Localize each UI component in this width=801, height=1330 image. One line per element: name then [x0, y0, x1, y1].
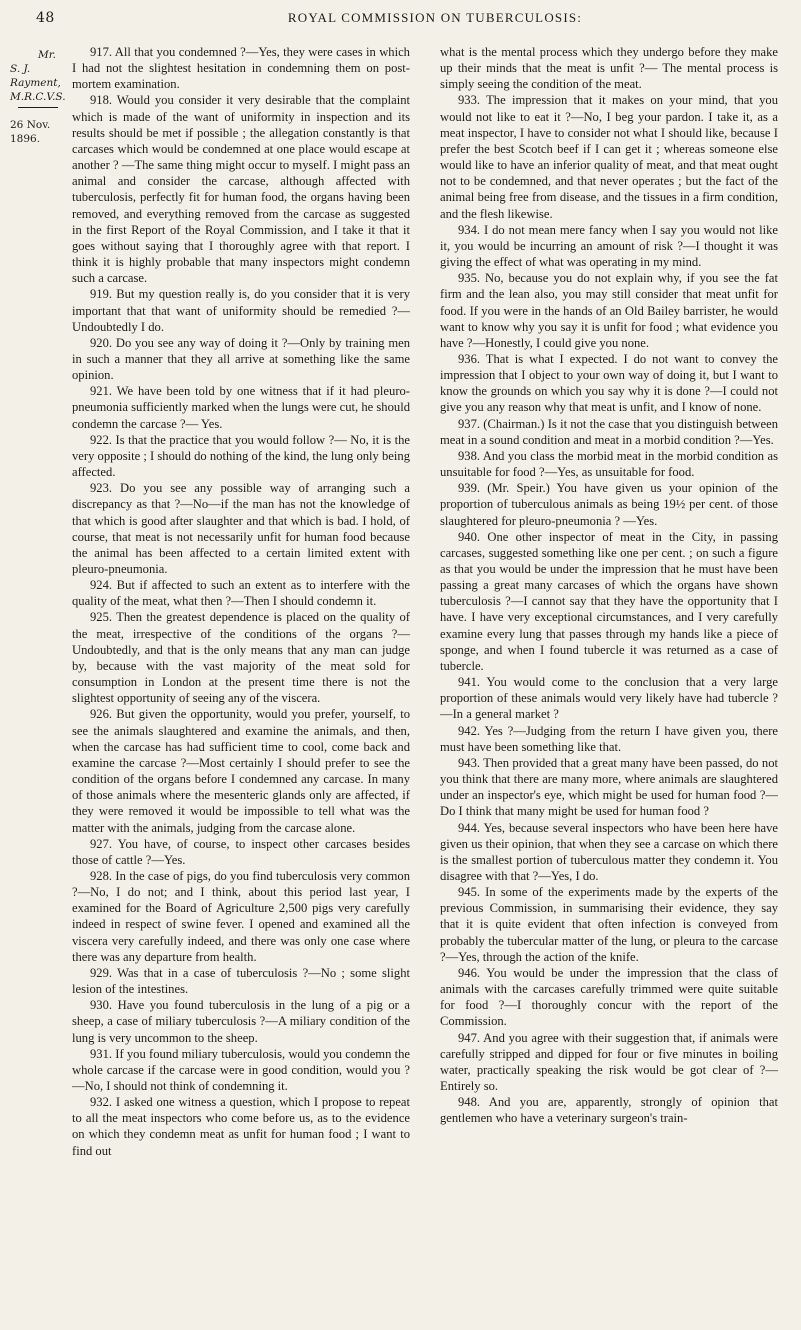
question-paragraph: 939. (Mr. Speir.) You have given us your opinion of the proportion of tuberculous animals as being 19½ per cent. of those slaughtered for pleuro-pneumonia ? —Yes. [440, 481, 778, 528]
question-paragraph: 941. You would come to the conclusion that a very large proportion of these animals would very likely have had tubercle ?—In a general market ? [440, 675, 778, 722]
witness-qualification: M.R.C.V.S. [10, 91, 66, 103]
question-paragraph: 922. Is that the practice that you would follow ?— No, it is the very opposite ; I should do nothing of the kind, the lung only being affected. [72, 432, 410, 480]
question-paragraph: 918. Would you consider it very desirable that the complaint which is made of the want of uniformity in inspection and its results should be met if possible ; the allegation constantly is that carcases which would be condemned at one place would escape at another ? —The same thing might occur to myself. I might pass an animal and consider the carcase, although affected with tuberculosis, perfectly fit for human food, the organs having been removed, and everything removed from the carcase as suggested in the first Report of the Royal Commission, and I take it that it goes without saying that I thoroughly agree with that report. I think it is highly probable that many inspectors might condemn such a carcase. [72, 93, 410, 286]
question-paragraph: 934. I do not mean mere fancy when I say you would not like it, you would be incurring an amount of risk ?—I thought it was giving the effect of what was operating in my mind. [440, 222, 778, 270]
question-paragraph: 936. That is what I expected. I do not want to convey the impression that I object to your own way of doing it, but I want to know the grounds on which you say why it is done ?—I could not give you any reason why that meat is unfit, and I know of none. [440, 351, 779, 415]
witness-name: S. J. Rayment, [10, 63, 61, 89]
right-column [440, 44, 778, 1126]
question-paragraph: 921. We have been told by one witness that if it had pleuro-pneumonia sufficiently marked when the lungs were cut, he should condemn the carcase ?— Yes. [72, 384, 410, 431]
question-paragraph: 920. Do you see any way of doing it ?—Only by training men in such a manner that they all arrive at something like the same opinion. [72, 335, 411, 383]
left-column [72, 44, 410, 1159]
question-paragraph: 925. Then the greatest dependence is placed on the quality of the meat, irrespective of the conditions of the organs ?—Undoubtedly, and that is the only means that any man can judge by, because with the vast majority of the meat sold for consumption in London at the present time there is not the slightest opportunity of seeing any of the viscera. [72, 610, 410, 706]
question-paragraph: 945. In some of the experiments made by the experts of the previous Commission, in summarising their evidence, they say that it is quite evident that often infection is conveyed from probably the tubercular matter of the lung, or pleura to the carcase ?—Yes, through the action of the knife. [440, 885, 778, 964]
running-title: ROYAL COMMISSION ON TUBERCULOSIS: [287, 10, 583, 25]
question-paragraph: 935. No, because you do not explain why, if you see the fat firm and the lean also, you may still consider that meat unfit for food. If you were in the hands of an Old Bailey barrister, he would want to know why you say it is unfit for food ; what evidence you have ?—Honestly, I could give you none. [440, 271, 778, 350]
question-paragraph: 923. Do you see any possible way of arranging such a discrepancy as that ?—No—if the man has not the knowledge of that which is good after slaughter and that which is bad. I hold, of course, that meat is not necessarily unfit for human food because the animal has been affected to a certain limited extent with pleuro-pneumonia. [72, 481, 411, 576]
question-paragraph: 937. (Chairman.) Is it not the case that you distinguish between meat in a sound condition and meat in a morbid condition ?—Yes. [440, 416, 778, 447]
page-number: 48 [36, 10, 55, 26]
question-paragraph: 946. You would be under the impression that the class of animals with the carcases carefully trimmed were quite suitable for food ?—I thoroughly concur with the report of the Commission. [440, 965, 778, 1029]
question-paragraph: 924. But if affected to such an extent as to interfere with the quality of the meat, what then ?—Then I should condemn it. [72, 578, 410, 609]
hearing-date: 26 Nov. 1896. [10, 119, 51, 145]
question-paragraph: 938. And you class the morbid meat in the morbid condition as unsuitable for food ?—Yes, as unsuitable for food. [440, 448, 778, 480]
question-paragraph: 944. Yes, because several inspectors who have been here have given us their opinion, that when they see a carcase on which there is the smallest portion of tuberculous matter they condemn it. You disagree with that ?—Yes, I do. [440, 820, 778, 883]
question-paragraph: 940. One other inspector of meat in the City, in passing carcases, suggested something like one per cent. ; on such a figure as that you would be under the impression that he must have been passing a great many carcases of which the organs have shown tuberculosis ?—I cannot say that they have the opportunity that I have. I have very exceptional circumstances, and I very carefully examine every lung that passes through my hands like a piece of sponge, and when I found tubercle it was returned as a case of tubercle. [440, 529, 778, 673]
question-paragraph: 927. You have, of course, to inspect other carcases besides those of cattle ?—Yes. [72, 836, 411, 867]
margin-note [10, 48, 68, 146]
question-paragraph: 917. All that you condemned ?—Yes, they were cases in which I had not the slightest hesitation in condemning them on post-mortem examination. [72, 45, 410, 92]
question-paragraph: 919. But my question really is, do you consider that it is very important that that want of uniformity should be remedied ?—Undoubtedly I do. [72, 287, 410, 334]
question-paragraph: 948. And you are, apparently, strongly of opinion that gentlemen who have a veterinary surgeon's train- [440, 1095, 778, 1126]
question-paragraph: 931. If you found miliary tuberculosis, would you condemn the whole carcase if the carcase were in good condition, would you ?—No, I should not think of condemning it. [72, 1046, 411, 1093]
question-paragraph: 929. Was that in a case of tuberculosis ?—No ; some slight lesion of the intestines. [72, 965, 411, 997]
continued-paragraph: what is the mental process which they undergo before they make up their minds that the meat is unfit ?— The mental process is simply seeing the condition of the meat. [440, 45, 778, 92]
question-paragraph: 943. Then provided that a great many have been passed, do not you think that there are many more, where animals are slaughtered under an inspector's eye, which might be used for human food ?—Do I think that many might be used for human food ? [440, 755, 778, 819]
question-paragraph: 928. In the case of pigs, do you find tuberculosis very common ?—No, I do not; and I think, about this period last year, I examined for the Board of Agriculture 2,500 pigs very carefully indeed in respect of swine fever. I opened and examined all the viscera very carefully indeed, and there was only one case where there was any departure from health. [72, 868, 410, 964]
margin-rule [18, 107, 58, 108]
question-paragraph: 926. But given the opportunity, would you prefer, yourself, to see the animals slaughtered and examine the animals, and then, when the carcase has had sufficient time to cool, come back and examine the carcase ?—Most certainly I should prefer to see the condition of the organs before I condemned any carcase. In many of those animals where the mesenteric glands only are affected, if they were removed it would be impossible to tell what was the matter with the animals, judging from the carcase alone. [72, 707, 411, 835]
question-paragraph: 947. And you agree with their suggestion that, if animals were carefully stripped and dipped for four or five minutes in boiling water, practically speaking the risk would be got clear of ?—Entirely so. [440, 1030, 778, 1093]
question-paragraph: 942. Yes ?—Judging from the return I have given you, there must have been something like that. [440, 723, 778, 754]
witness-title: Mr. [38, 49, 56, 61]
question-paragraph: 932. I asked one witness a question, which I propose to repeat to all the meat inspectors who come before us, as to the evidence on which they condemn meat as unfit for human food ; I want to find out [72, 1095, 410, 1158]
question-paragraph: 930. Have you found tuberculosis in the lung of a pig or a sheep, a case of miliary tuberculosis ?—A miliary condition of the lung is very uncommon to the sheep. [72, 998, 410, 1045]
question-paragraph: 933. The impression that it makes on your mind, that you would not like to eat it ?—No, I beg your pardon. I take it, as a meat inspector, I have to consider not what I should like, because I prefer the best Scotch beef if I can get it ; whereas someone else would like to have an inferior quality of meat, and that meat ought not to be condemned, and that never operates ; but the fact of the animal being free from disease, and the tissues in a firm condition, and the flesh likewise. [440, 93, 779, 221]
